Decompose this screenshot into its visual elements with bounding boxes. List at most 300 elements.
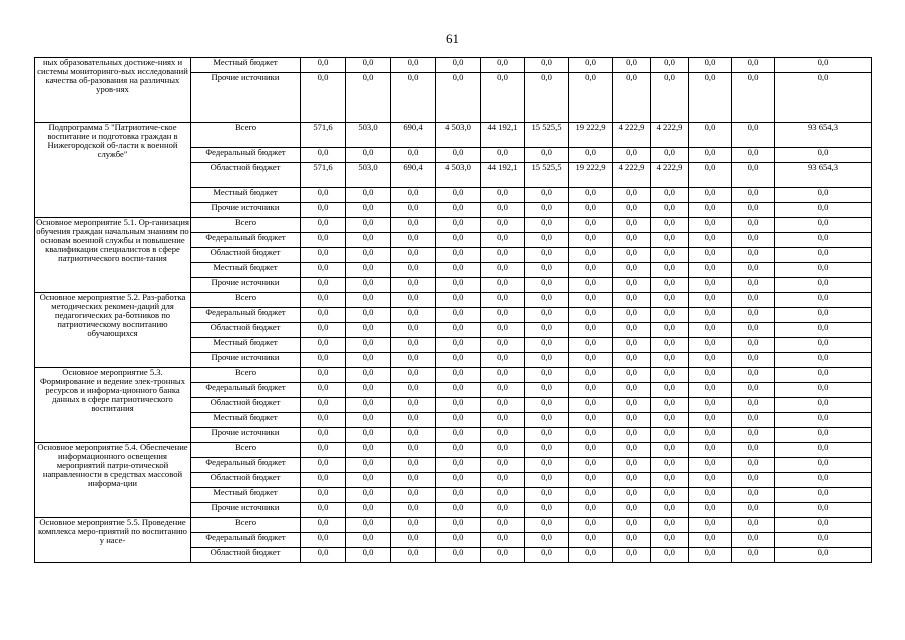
amount-cell: 0,0: [732, 163, 775, 188]
amount-cell: 0,0: [391, 473, 436, 488]
amount-cell: 0,0: [689, 353, 732, 368]
amount-cell: 0,0: [732, 293, 775, 308]
amount-cell: 15 525,5: [525, 123, 569, 148]
amount-cell: 0,0: [481, 218, 525, 233]
amount-cell: 0,0: [651, 148, 689, 163]
amount-cell: 0,0: [689, 338, 732, 353]
funding-source: Всего: [191, 518, 301, 533]
amount-cell: 0,0: [346, 233, 391, 248]
amount-cell: 4 222,9: [651, 163, 689, 188]
amount-cell: 0,0: [732, 413, 775, 428]
amount-cell: 0,0: [651, 218, 689, 233]
amount-cell: 0,0: [689, 323, 732, 338]
amount-cell: 0,0: [613, 458, 651, 473]
amount-cell: 0,0: [301, 248, 346, 263]
amount-cell: 0,0: [525, 368, 569, 383]
amount-cell: 0,0: [651, 248, 689, 263]
amount-cell: 0,0: [569, 353, 613, 368]
amount-cell: 0,0: [525, 473, 569, 488]
amount-cell: 0,0: [481, 443, 525, 458]
amount-cell: 0,0: [651, 473, 689, 488]
amount-cell: 0,0: [301, 278, 346, 293]
funding-source: Федеральный бюджет: [191, 233, 301, 248]
funding-source: Местный бюджет: [191, 263, 301, 278]
amount-cell: 0,0: [346, 73, 391, 123]
amount-cell: 0,0: [481, 503, 525, 518]
funding-source: Областной бюджет: [191, 163, 301, 188]
amount-cell: 0,0: [481, 73, 525, 123]
funding-source: Прочие источники: [191, 353, 301, 368]
amount-cell: 0,0: [569, 458, 613, 473]
amount-cell: 0,0: [301, 323, 346, 338]
amount-cell: 0,0: [481, 233, 525, 248]
amount-cell: 0,0: [436, 518, 481, 533]
amount-cell: 0,0: [391, 398, 436, 413]
amount-cell: 0,0: [569, 323, 613, 338]
amount-cell: 0,0: [569, 233, 613, 248]
amount-cell: 0,0: [525, 188, 569, 203]
amount-cell: 0,0: [301, 398, 346, 413]
amount-cell: 0,0: [301, 203, 346, 218]
amount-cell: 0,0: [346, 248, 391, 263]
page-number: 61: [446, 31, 459, 46]
amount-cell: 0,0: [689, 503, 732, 518]
amount-cell: 690,4: [391, 163, 436, 188]
budget-table: [34, 57, 872, 563]
funding-source: Федеральный бюджет: [191, 148, 301, 163]
amount-cell: 0,0: [301, 188, 346, 203]
amount-cell: 0,0: [436, 293, 481, 308]
amount-cell: 0,0: [613, 308, 651, 323]
amount-cell: 0,0: [775, 353, 872, 368]
amount-cell: 0,0: [775, 473, 872, 488]
amount-cell: 0,0: [301, 233, 346, 248]
amount-cell: 0,0: [775, 263, 872, 278]
amount-cell: 0,0: [346, 263, 391, 278]
amount-cell: 0,0: [525, 58, 569, 73]
amount-cell: 0,0: [346, 518, 391, 533]
amount-cell: 0,0: [613, 73, 651, 123]
amount-cell: 0,0: [732, 323, 775, 338]
amount-cell: 4 222,9: [613, 163, 651, 188]
amount-cell: 0,0: [391, 413, 436, 428]
amount-cell: 0,0: [732, 473, 775, 488]
amount-cell: 0,0: [613, 488, 651, 503]
amount-cell: 0,0: [436, 503, 481, 518]
amount-cell: 503,0: [346, 123, 391, 148]
amount-cell: 0,0: [301, 353, 346, 368]
amount-cell: 0,0: [775, 148, 872, 163]
amount-cell: 0,0: [436, 58, 481, 73]
amount-cell: 0,0: [689, 188, 732, 203]
amount-cell: 0,0: [481, 383, 525, 398]
amount-cell: 0,0: [436, 203, 481, 218]
amount-cell: 0,0: [651, 488, 689, 503]
amount-cell: 0,0: [436, 73, 481, 123]
amount-cell: 0,0: [689, 458, 732, 473]
amount-cell: 0,0: [651, 428, 689, 443]
amount-cell: 0,0: [613, 323, 651, 338]
amount-cell: 4 503,0: [436, 163, 481, 188]
amount-cell: 0,0: [613, 398, 651, 413]
amount-cell: 0,0: [775, 278, 872, 293]
amount-cell: 0,0: [775, 188, 872, 203]
amount-cell: 0,0: [391, 548, 436, 563]
amount-cell: 0,0: [346, 353, 391, 368]
amount-cell: 0,0: [613, 473, 651, 488]
amount-cell: 0,0: [436, 443, 481, 458]
funding-source: Областной бюджет: [191, 548, 301, 563]
amount-cell: 0,0: [732, 428, 775, 443]
amount-cell: 0,0: [732, 248, 775, 263]
amount-cell: 0,0: [732, 548, 775, 563]
amount-cell: 0,0: [481, 203, 525, 218]
table-row: [35, 218, 872, 233]
amount-cell: 0,0: [775, 293, 872, 308]
amount-cell: 0,0: [391, 218, 436, 233]
amount-cell: 0,0: [689, 383, 732, 398]
amount-cell: 0,0: [651, 73, 689, 123]
funding-source: Всего: [191, 293, 301, 308]
amount-cell: 0,0: [732, 58, 775, 73]
amount-cell: 0,0: [569, 248, 613, 263]
amount-cell: 0,0: [481, 518, 525, 533]
amount-cell: 0,0: [436, 383, 481, 398]
amount-cell: 0,0: [689, 518, 732, 533]
amount-cell: 0,0: [525, 548, 569, 563]
amount-cell: 0,0: [481, 148, 525, 163]
funding-source: Всего: [191, 368, 301, 383]
funding-source: Прочие источники: [191, 503, 301, 518]
amount-cell: 0,0: [436, 428, 481, 443]
amount-cell: 0,0: [689, 308, 732, 323]
amount-cell: 0,0: [775, 533, 872, 548]
amount-cell: 0,0: [613, 293, 651, 308]
amount-cell: 0,0: [689, 248, 732, 263]
amount-cell: 0,0: [301, 73, 346, 123]
table-row: [35, 58, 872, 73]
amount-cell: 0,0: [775, 338, 872, 353]
amount-cell: 0,0: [391, 458, 436, 473]
amount-cell: 0,0: [732, 148, 775, 163]
amount-cell: 0,0: [651, 458, 689, 473]
amount-cell: 0,0: [301, 413, 346, 428]
amount-cell: 0,0: [569, 308, 613, 323]
section-description: Основное мероприятие 5.4. Обеспечение информационного освещения мероприятий патри-отической направленности в средствах массовой информа-ции: [35, 443, 191, 518]
amount-cell: 0,0: [346, 148, 391, 163]
amount-cell: 0,0: [481, 428, 525, 443]
amount-cell: 0,0: [301, 428, 346, 443]
amount-cell: 0,0: [391, 58, 436, 73]
section-description: ных образовательных достиже-ниях и системы мониторинго-вых исследований качества об-разования на различных уров-нях: [35, 58, 191, 123]
amount-cell: 0,0: [651, 263, 689, 278]
amount-cell: 0,0: [613, 218, 651, 233]
amount-cell: 0,0: [346, 488, 391, 503]
amount-cell: 0,0: [525, 488, 569, 503]
amount-cell: 0,0: [732, 233, 775, 248]
amount-cell: 0,0: [689, 73, 732, 123]
amount-cell: 0,0: [391, 278, 436, 293]
amount-cell: 0,0: [436, 263, 481, 278]
funding-source: Прочие источники: [191, 203, 301, 218]
amount-cell: 0,0: [301, 58, 346, 73]
amount-cell: 0,0: [732, 443, 775, 458]
amount-cell: 0,0: [436, 488, 481, 503]
amount-cell: 0,0: [525, 518, 569, 533]
amount-cell: 0,0: [481, 323, 525, 338]
amount-cell: 0,0: [732, 218, 775, 233]
amount-cell: 0,0: [391, 308, 436, 323]
amount-cell: 0,0: [391, 503, 436, 518]
amount-cell: 0,0: [346, 398, 391, 413]
amount-cell: 0,0: [301, 518, 346, 533]
amount-cell: 0,0: [301, 488, 346, 503]
amount-cell: 0,0: [525, 533, 569, 548]
amount-cell: 0,0: [391, 353, 436, 368]
table-row: [35, 368, 872, 383]
amount-cell: 0,0: [569, 548, 613, 563]
amount-cell: 19 222,9: [569, 123, 613, 148]
amount-cell: 0,0: [391, 338, 436, 353]
amount-cell: 19 222,9: [569, 163, 613, 188]
funding-source: Федеральный бюджет: [191, 308, 301, 323]
amount-cell: 0,0: [525, 458, 569, 473]
amount-cell: 0,0: [732, 458, 775, 473]
amount-cell: 0,0: [732, 308, 775, 323]
amount-cell: 0,0: [613, 443, 651, 458]
amount-cell: 0,0: [301, 308, 346, 323]
amount-cell: 0,0: [651, 278, 689, 293]
section-description: Основное мероприятие 5.2. Раз-работка методических рекомен-даций для педагогических ра-ботников по патриотическому воспитанию обучающихся: [35, 293, 191, 368]
amount-cell: 0,0: [346, 458, 391, 473]
amount-cell: 0,0: [391, 188, 436, 203]
amount-cell: 0,0: [732, 353, 775, 368]
amount-cell: 0,0: [346, 383, 391, 398]
amount-cell: 0,0: [651, 368, 689, 383]
amount-cell: 0,0: [436, 473, 481, 488]
funding-source: Федеральный бюджет: [191, 533, 301, 548]
amount-cell: 0,0: [775, 383, 872, 398]
amount-cell: 0,0: [391, 428, 436, 443]
amount-cell: 4 503,0: [436, 123, 481, 148]
section-description: Основное мероприятие 5.3. Формирование и ведение элек-тронных ресурсов и информа-ционного банка данных в сфере патриотического воспитания: [35, 368, 191, 443]
amount-cell: 0,0: [732, 263, 775, 278]
amount-cell: 0,0: [569, 398, 613, 413]
amount-cell: 0,0: [689, 473, 732, 488]
amount-cell: 0,0: [613, 148, 651, 163]
amount-cell: 0,0: [569, 263, 613, 278]
amount-cell: 0,0: [569, 443, 613, 458]
amount-cell: 0,0: [775, 73, 872, 123]
amount-cell: 0,0: [301, 503, 346, 518]
table-row: [35, 293, 872, 308]
amount-cell: 0,0: [391, 488, 436, 503]
amount-cell: 0,0: [436, 188, 481, 203]
amount-cell: 0,0: [436, 218, 481, 233]
amount-cell: 0,0: [391, 248, 436, 263]
amount-cell: 4 222,9: [651, 123, 689, 148]
amount-cell: 0,0: [651, 413, 689, 428]
amount-cell: 0,0: [732, 188, 775, 203]
amount-cell: 0,0: [391, 293, 436, 308]
amount-cell: 0,0: [613, 338, 651, 353]
amount-cell: 0,0: [346, 413, 391, 428]
amount-cell: 0,0: [775, 443, 872, 458]
amount-cell: 0,0: [436, 368, 481, 383]
funding-source: Прочие источники: [191, 278, 301, 293]
amount-cell: 0,0: [391, 368, 436, 383]
amount-cell: 0,0: [481, 58, 525, 73]
amount-cell: 4 222,9: [613, 123, 651, 148]
amount-cell: 0,0: [775, 503, 872, 518]
amount-cell: 0,0: [481, 188, 525, 203]
amount-cell: 0,0: [525, 398, 569, 413]
amount-cell: 0,0: [651, 338, 689, 353]
amount-cell: 0,0: [481, 293, 525, 308]
amount-cell: 0,0: [569, 73, 613, 123]
amount-cell: 0,0: [689, 263, 732, 278]
amount-cell: 0,0: [613, 503, 651, 518]
amount-cell: 0,0: [391, 323, 436, 338]
amount-cell: 0,0: [525, 278, 569, 293]
amount-cell: 0,0: [569, 413, 613, 428]
amount-cell: 0,0: [613, 518, 651, 533]
amount-cell: 0,0: [481, 338, 525, 353]
amount-cell: 0,0: [775, 518, 872, 533]
amount-cell: 44 192,1: [481, 123, 525, 148]
amount-cell: 0,0: [689, 548, 732, 563]
amount-cell: 0,0: [651, 203, 689, 218]
amount-cell: 93 654,3: [775, 123, 872, 148]
amount-cell: 0,0: [651, 233, 689, 248]
amount-cell: 0,0: [569, 203, 613, 218]
amount-cell: 0,0: [613, 248, 651, 263]
amount-cell: 0,0: [436, 398, 481, 413]
amount-cell: 0,0: [651, 548, 689, 563]
amount-cell: 0,0: [391, 518, 436, 533]
funding-source: Местный бюджет: [191, 188, 301, 203]
amount-cell: 0,0: [525, 383, 569, 398]
amount-cell: 0,0: [346, 293, 391, 308]
amount-cell: 0,0: [775, 488, 872, 503]
amount-cell: 0,0: [613, 263, 651, 278]
amount-cell: 0,0: [651, 293, 689, 308]
table-row: [35, 123, 872, 148]
amount-cell: 0,0: [775, 548, 872, 563]
table-row: [35, 518, 872, 533]
amount-cell: 0,0: [689, 163, 732, 188]
amount-cell: 0,0: [732, 518, 775, 533]
amount-cell: 0,0: [569, 383, 613, 398]
amount-cell: 0,0: [301, 368, 346, 383]
funding-source: Местный бюджет: [191, 413, 301, 428]
amount-cell: 0,0: [481, 248, 525, 263]
amount-cell: 0,0: [481, 308, 525, 323]
section-description: Основное мероприятие 5.1. Ор-ганизация обучения граждан начальным знаниям по основам военной службы и повышение квалификации специалистов в сфере патриотического воспи-тания: [35, 218, 191, 293]
amount-cell: 0,0: [732, 368, 775, 383]
amount-cell: 0,0: [775, 413, 872, 428]
amount-cell: 0,0: [651, 443, 689, 458]
amount-cell: 0,0: [651, 398, 689, 413]
amount-cell: 0,0: [301, 293, 346, 308]
funding-source: Областной бюджет: [191, 323, 301, 338]
amount-cell: 0,0: [481, 278, 525, 293]
amount-cell: 0,0: [525, 263, 569, 278]
amount-cell: 0,0: [569, 533, 613, 548]
amount-cell: 0,0: [689, 533, 732, 548]
amount-cell: 0,0: [346, 58, 391, 73]
funding-source: Прочие источники: [191, 428, 301, 443]
amount-cell: 0,0: [732, 123, 775, 148]
funding-source: Всего: [191, 443, 301, 458]
amount-cell: 0,0: [689, 368, 732, 383]
amount-cell: 0,0: [613, 353, 651, 368]
amount-cell: 571,6: [301, 123, 346, 148]
amount-cell: 0,0: [301, 263, 346, 278]
amount-cell: 0,0: [569, 518, 613, 533]
funding-source: Областной бюджет: [191, 398, 301, 413]
amount-cell: 0,0: [301, 533, 346, 548]
amount-cell: 0,0: [569, 488, 613, 503]
amount-cell: 0,0: [569, 368, 613, 383]
amount-cell: 44 192,1: [481, 163, 525, 188]
amount-cell: 0,0: [525, 308, 569, 323]
amount-cell: 0,0: [301, 548, 346, 563]
amount-cell: 0,0: [301, 338, 346, 353]
amount-cell: 0,0: [651, 503, 689, 518]
amount-cell: 0,0: [346, 548, 391, 563]
amount-cell: 0,0: [301, 218, 346, 233]
amount-cell: 0,0: [775, 428, 872, 443]
amount-cell: 0,0: [525, 428, 569, 443]
amount-cell: 0,0: [346, 533, 391, 548]
amount-cell: 0,0: [436, 413, 481, 428]
amount-cell: 0,0: [651, 58, 689, 73]
amount-cell: 0,0: [651, 308, 689, 323]
amount-cell: 0,0: [481, 398, 525, 413]
amount-cell: 0,0: [651, 518, 689, 533]
amount-cell: 0,0: [689, 398, 732, 413]
amount-cell: 0,0: [651, 353, 689, 368]
amount-cell: 0,0: [775, 218, 872, 233]
amount-cell: 0,0: [346, 188, 391, 203]
table-row: [35, 443, 872, 458]
amount-cell: 0,0: [346, 323, 391, 338]
amount-cell: 0,0: [775, 308, 872, 323]
amount-cell: 0,0: [525, 503, 569, 518]
amount-cell: 0,0: [613, 428, 651, 443]
amount-cell: 0,0: [732, 488, 775, 503]
amount-cell: 0,0: [346, 473, 391, 488]
amount-cell: 0,0: [481, 458, 525, 473]
amount-cell: 0,0: [732, 73, 775, 123]
amount-cell: 0,0: [301, 383, 346, 398]
section-description: Основное мероприятие 5.5. Проведение комплекса меро-приятий по воспитанию у насе-: [35, 518, 191, 563]
amount-cell: 93 654,3: [775, 163, 872, 188]
amount-cell: 0,0: [689, 123, 732, 148]
amount-cell: 0,0: [525, 413, 569, 428]
amount-cell: 0,0: [525, 443, 569, 458]
amount-cell: 0,0: [569, 293, 613, 308]
amount-cell: 0,0: [301, 458, 346, 473]
amount-cell: 0,0: [613, 548, 651, 563]
amount-cell: 0,0: [481, 488, 525, 503]
amount-cell: 0,0: [569, 503, 613, 518]
amount-cell: 15 525,5: [525, 163, 569, 188]
amount-cell: 0,0: [732, 398, 775, 413]
amount-cell: 503,0: [346, 163, 391, 188]
amount-cell: 0,0: [346, 338, 391, 353]
